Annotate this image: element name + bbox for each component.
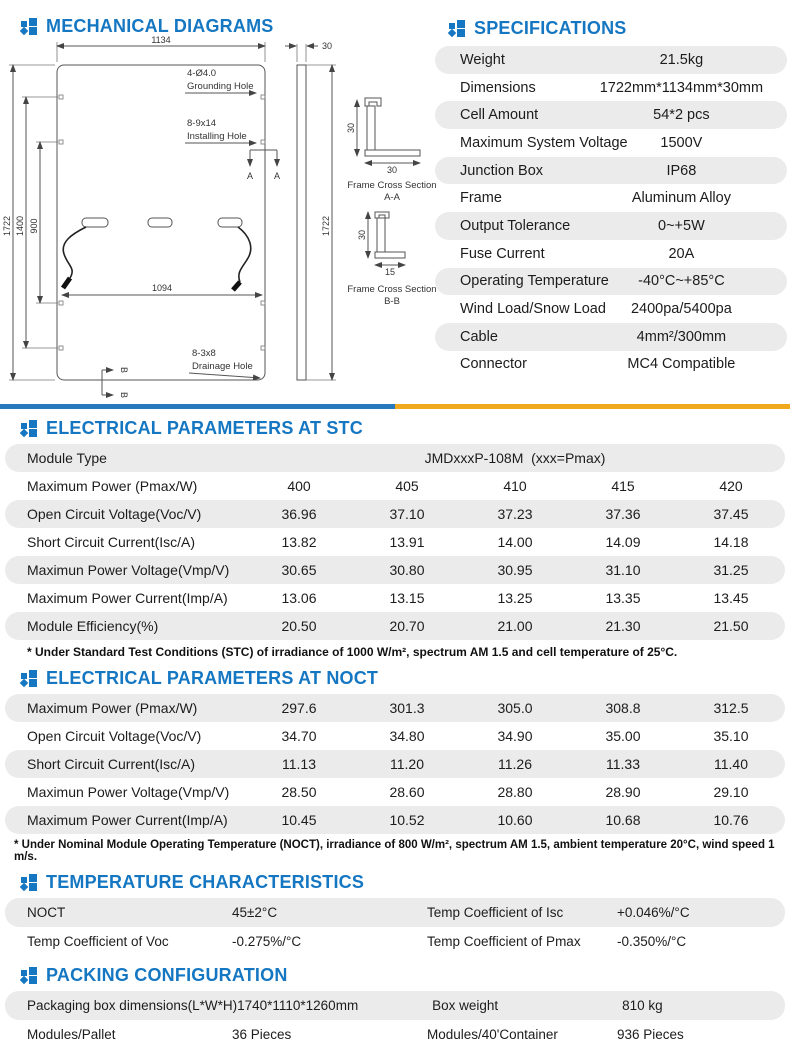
cell: 31.25 (713, 562, 749, 578)
section-bb-marker (102, 367, 129, 398)
installing-hole-line1: 8-9x14 (187, 118, 217, 129)
junction-boxes (82, 218, 242, 227)
spec-label: Connector (460, 356, 527, 373)
cell: 410 (503, 478, 527, 494)
spec-value: 4mm²/300mm (636, 328, 727, 345)
cell: 13.91 (389, 534, 425, 550)
specifications-header (448, 18, 626, 39)
dim-1400-label: 1400 (15, 215, 25, 237)
cell: 14.18 (713, 534, 749, 550)
cs-bb-width-label: 15 (384, 267, 396, 277)
cell: NOCT (27, 905, 66, 920)
section-title: SPECIFICATIONS (474, 18, 627, 38)
cell: 36 Pieces (232, 1027, 292, 1042)
cell: 11.13 (282, 756, 316, 772)
mechanical-diagrams-header (20, 16, 273, 37)
row-label: Open Circuit Voltage(Voc/V) (27, 728, 202, 744)
spec-value: 1722mm*1134mm*30mm (599, 79, 764, 96)
spec-row (435, 351, 787, 379)
table-row (5, 444, 785, 472)
dim-top-width (57, 36, 265, 62)
row-label: Maximun Power Voltage(Vmp/V) (27, 784, 230, 800)
spec-label: Wind Load/Snow Load (460, 301, 606, 318)
cell: 312.5 (713, 700, 749, 716)
cell: 35.10 (713, 728, 749, 744)
cell: Temp Coefficient of Pmax (427, 934, 581, 949)
cell: Box weight (432, 998, 499, 1013)
spec-value: Aluminum Alloy (631, 190, 731, 207)
cell: 420 (719, 478, 743, 494)
spec-label: Cell Amount (460, 107, 539, 124)
grounding-hole-line1: 4-Ø4.0 (187, 68, 217, 79)
cell: 10.45 (281, 812, 317, 828)
dim-1134-label: 1134 (151, 36, 171, 45)
cell: 37.45 (713, 506, 749, 522)
row-label: Short Circuit Current(Isc/A) (27, 756, 196, 772)
cell: -0.350%/°C (617, 934, 687, 949)
cell: 936 Pieces (617, 1027, 684, 1042)
table-row (5, 1020, 785, 1049)
spec-row (435, 212, 787, 240)
cell: 11.33 (606, 756, 640, 772)
cross-section-bb (347, 212, 436, 307)
cables (63, 227, 251, 290)
spec-label: Fuse Current (460, 245, 545, 262)
spec-row (435, 157, 787, 185)
cell: 21.00 (497, 618, 533, 634)
cs-aa-name: A-A (384, 192, 400, 203)
cs-bb-name: B-B (384, 296, 400, 307)
spec-row (435, 74, 787, 102)
cell: 34.80 (389, 728, 425, 744)
cell: 11.40 (714, 756, 748, 772)
table-row (5, 612, 785, 640)
cell: 1740*1110*1260mm (237, 998, 359, 1013)
row-label: Maximum Power (Pmax/W) (27, 478, 198, 494)
dim-1722-label: 1722 (2, 215, 12, 237)
cell: 35.00 (605, 728, 641, 744)
cell: 37.23 (497, 506, 533, 522)
temperature-header (20, 872, 790, 893)
cell: 13.06 (281, 590, 317, 606)
cs-aa-title: Frame Cross Section (347, 180, 437, 191)
dim-1094-label: 1094 (151, 283, 173, 293)
cell: 21.30 (605, 618, 641, 634)
spec-label: Output Tolerance (460, 217, 571, 234)
spec-label: Junction Box (460, 162, 544, 179)
spec-row (435, 323, 787, 351)
cell: 37.10 (389, 506, 425, 522)
cell: Packaging box dimensions(L*W*H) (27, 998, 238, 1013)
spec-label: Dimensions (460, 79, 536, 96)
cell: 21.50 (713, 618, 749, 634)
table-row (5, 806, 785, 834)
cell: 10.76 (713, 812, 749, 828)
spec-row (435, 240, 787, 268)
spec-value: 20A (668, 245, 695, 262)
cell: 45±2°C (232, 905, 278, 920)
cell: 415 (611, 478, 635, 494)
table-row (5, 584, 785, 612)
row-label: Maximum Power Current(Imp/A) (27, 812, 228, 828)
row-label: Maximun Power Voltage(Vmp/V) (27, 562, 230, 578)
table-row (5, 778, 785, 806)
spec-label: Cable (460, 328, 498, 345)
cell: 297.6 (281, 700, 317, 716)
table-row (5, 927, 785, 956)
mechanical-diagram (0, 36, 445, 406)
section-b-label: B (119, 391, 129, 399)
grounding-hole-line2: Grounding Hole (187, 81, 254, 92)
cell: 308.8 (605, 700, 641, 716)
table-row (5, 472, 785, 500)
table-row (5, 991, 785, 1020)
section-title: ELECTRICAL PARAMETERS AT NOCT (46, 668, 379, 688)
drainage-hole-line2: Drainage Hole (192, 361, 253, 372)
spec-row (435, 295, 787, 323)
cell: 13.35 (605, 590, 641, 606)
section-b-label: B (119, 366, 129, 374)
spec-value: MC4 Compatible (627, 356, 736, 373)
drainage-hole-note (189, 348, 260, 378)
table-row (5, 694, 785, 722)
temperature-table (5, 898, 785, 956)
spec-label: Frame (460, 190, 502, 207)
spec-row (435, 184, 787, 212)
cell: 20.70 (389, 618, 425, 634)
cell: 28.60 (389, 784, 425, 800)
cell: 28.90 (605, 784, 641, 800)
cell: Temp Coefficient of Isc (427, 905, 564, 920)
section-a-label: A (273, 171, 281, 181)
cell: Modules/40'Container (427, 1027, 558, 1042)
spec-row (435, 129, 787, 157)
cell: 30.80 (389, 562, 425, 578)
dim-side-1722-label: 1722 (321, 215, 331, 237)
drainage-hole-line1: 8-3x8 (192, 348, 216, 359)
installing-hole-note (185, 118, 256, 143)
cell: 14.00 (497, 534, 533, 550)
cell: 14.09 (605, 534, 641, 550)
cell: 11.26 (498, 756, 532, 772)
spec-value: 54*2 pcs (653, 107, 710, 124)
section-title: MECHANICAL DIAGRAMS (46, 16, 274, 36)
cell: 36.96 (281, 506, 317, 522)
stc-header (20, 418, 790, 439)
row-label: Open Circuit Voltage(Voc/V) (27, 506, 202, 522)
section-title: PACKING CONFIGURATION (46, 965, 288, 985)
cell: Modules/Pallet (27, 1027, 116, 1042)
table-row (5, 898, 785, 927)
spec-value: -40°C~+85°C (638, 273, 725, 290)
cs-aa-height-label: 30 (346, 122, 356, 134)
stc-footnote: * Under Standard Test Conditions (STC) of irradiance of 1000 W/m², spectrum AM 1.5 and cell temperature of 25°C. (27, 645, 678, 659)
noct-table (5, 694, 785, 834)
dim-30-thickness-label: 30 (321, 41, 333, 51)
cs-bb-height-label: 30 (357, 229, 367, 241)
spec-value: 1500V (660, 134, 703, 151)
row-label: Module Efficiency(%) (27, 618, 159, 634)
section-title: TEMPERATURE CHARACTERISTICS (46, 872, 365, 892)
cell: 11.20 (390, 756, 424, 772)
packing-header (20, 965, 790, 986)
table-row (5, 750, 785, 778)
cross-section-aa (346, 98, 437, 203)
noct-footnote: * Under Nominal Module Operating Temperature (NOCT), irradiance of 800 W/m², spectrum AM 1.5, ambient temperature 20°C, wind speed 1 m/s. (14, 839, 775, 863)
cell: 30.95 (497, 562, 533, 578)
cell: 13.15 (389, 590, 425, 606)
row-label: Maximum Power Current(Imp/A) (27, 590, 228, 606)
packing-table (5, 991, 785, 1049)
section-blocks-icon (20, 874, 37, 891)
spec-label: Operating Temperature (460, 273, 609, 290)
cs-bb-title: Frame Cross Section (347, 284, 437, 295)
section-a-label: A (246, 171, 254, 181)
cell: 10.60 (497, 812, 533, 828)
spec-value: IP68 (666, 162, 697, 179)
cell: 20.50 (281, 618, 317, 634)
side-view (285, 41, 336, 380)
spec-row (435, 46, 787, 74)
section-blocks-icon (20, 967, 37, 984)
dim-left-heights (2, 65, 58, 380)
cell: 28.80 (497, 784, 533, 800)
section-aa-marker (247, 150, 280, 181)
cell: 34.90 (497, 728, 533, 744)
cell: 13.82 (281, 534, 317, 550)
cell: 405 (395, 478, 419, 494)
cell: 28.50 (281, 784, 317, 800)
table-row (5, 722, 785, 750)
row-label: Short Circuit Current(Isc/A) (27, 534, 196, 550)
section-blocks-icon (20, 670, 37, 687)
cell: 10.52 (389, 812, 425, 828)
top-section (0, 0, 790, 404)
panel-outline (57, 65, 265, 380)
cell: 30.65 (281, 562, 317, 578)
spec-value: 21.5kg (659, 51, 704, 68)
cell: 301.3 (389, 700, 425, 716)
cell: 810 kg (622, 998, 663, 1013)
grounding-hole-note (185, 68, 256, 93)
cs-aa-width-label: 30 (386, 165, 398, 175)
table-row (5, 528, 785, 556)
cell: -0.275%/°C (232, 934, 302, 949)
stc-table (5, 444, 785, 640)
spec-label: Maximum System Voltage (460, 134, 628, 151)
cell: 13.45 (713, 590, 749, 606)
spec-label: Weight (460, 51, 505, 68)
cell: 10.68 (605, 812, 641, 828)
section-blocks-icon (20, 18, 37, 35)
cell: 37.36 (605, 506, 641, 522)
spec-value: 2400pa/5400pa (630, 301, 732, 318)
row-label: Maximum Power (Pmax/W) (27, 700, 198, 716)
noct-header (20, 668, 790, 689)
cell: 400 (287, 478, 311, 494)
specifications-table (435, 46, 787, 378)
module-type-value: JMDxxxP-108M (xxx=Pmax) (424, 450, 606, 466)
cell: 31.10 (605, 562, 641, 578)
cell: 305.0 (497, 700, 533, 716)
cell: 29.10 (713, 784, 749, 800)
cell: 13.25 (497, 590, 533, 606)
spec-row (435, 268, 787, 296)
table-row (5, 556, 785, 584)
cell: 34.70 (281, 728, 317, 744)
spec-value: 0~+5W (658, 217, 705, 234)
dim-900-label: 900 (29, 218, 39, 234)
cell: Temp Coefficient of Voc (27, 934, 169, 949)
section-blocks-icon (20, 420, 37, 437)
table-row (5, 500, 785, 528)
installing-hole-line2: Installing Hole (187, 131, 247, 142)
section-blocks-icon (448, 20, 465, 37)
spec-row (435, 101, 787, 129)
cell: +0.046%/°C (617, 905, 690, 920)
row-label: Module Type (27, 450, 107, 466)
section-title: ELECTRICAL PARAMETERS AT STC (46, 418, 363, 438)
